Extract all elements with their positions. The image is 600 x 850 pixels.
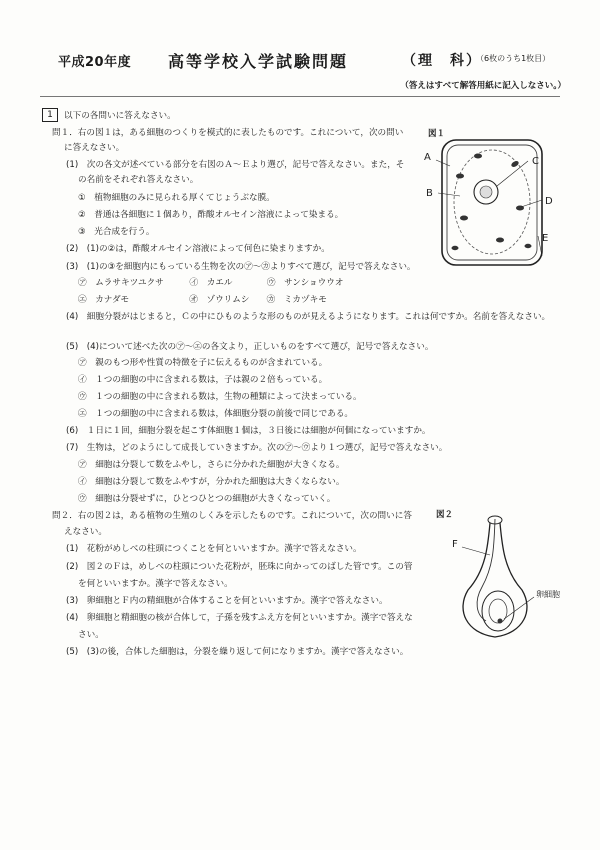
section-number-box: 1 [42,108,58,122]
page-info: （6枚のうち1枚目） [476,54,551,63]
text-line: (7) 生物は，どのようにして成長していきますか。次の㋐～㋒より１つ選び，記号で答えなさい。 [66,443,448,453]
text-line: ① 植物細胞のみに見られる厚くてじょうぶな膜。 [78,193,275,203]
text-line: ㋑ １つの細胞の中に含まれる数は，子は親の２倍もっている。 [78,375,328,385]
text-line: ㋓ １つの細胞の中に含まれる数は，体細胞分裂の前後で同じである。 [78,409,354,419]
text-line: 問２．右の図２は，ある植物の生殖のしくみを示したものです。これについて，次の問いに答 [52,511,412,521]
text-line: ㋐ ムラサキツユクサ ㋑ カエル ㋒ サンショウウオ [78,278,344,288]
text-line: の名前をそれぞれ答えなさい。 [78,175,199,185]
figure2-egg-cell-label: 卵細胞 [536,590,560,599]
text-line: (2) (1)の②は，酢酸オルセイン溶液によって何色に染まりますか。 [66,244,330,254]
text-line: ㋒ １つの細胞の中に含まれる数は，生物の種類によって決まっている。 [78,392,362,402]
text-line: (4) 卵細胞と精細胞の核が合体して，子孫を残すふえ方を何といいますか。漢字で答えな [66,613,413,623]
exam-year: 平成20年度 [58,55,132,70]
text-line: ② 普通は各細胞に１個あり，酢酸オルセイン溶液によって染まる。 [78,210,344,220]
text-line: ③ 光合成を行う。 [78,227,155,237]
text-line: (1) 花粉がめしべの柱頭につくことを何といいますか。漢字で答えなさい。 [66,544,362,554]
text-line: ㋒ 細胞は分裂せずに，ひとつひとつの細胞が大きくなっていく。 [78,494,336,504]
figure1-label-c: C [532,156,539,167]
text-line: 以下の各問いに答えなさい。 [64,111,176,121]
text-line: 問１．右の図１は，ある細胞のつくりを模式的に表したものです。これについて，次の問い [52,128,404,138]
exam-title: 高等学校入学試験問題 [168,52,349,71]
text-line: に答えなさい。 [64,143,125,153]
figure2-label: 図２ [436,510,454,520]
text-line: ㋑ 細胞は分裂して数をふやすが，分かれた細胞は大きくならない。 [78,477,345,487]
figure1-label-e: E [542,233,549,244]
text-line: (3) (1)の③を細胞内にもっている生物を次の㋐～㋕よりすべて選び，記号で答えなさい。 [66,262,416,272]
figure2-pistil-diagram [438,515,588,645]
text-line: (5) (3)の後，合体した細胞は，分裂を繰り返して何になりますか。漢字で答えなさい。 [66,647,409,657]
text-line: (3) 卵細胞とＦ内の精細胞が合体することを何といいますか。漢字で答えなさい。 [66,596,388,606]
text-line: さい。 [78,630,104,640]
text-line: ㋐ 細胞は分裂して数をふやし，さらに分かれた細胞が大きくなる。 [78,460,345,470]
figure2-label-f: F [452,539,458,550]
header-divider [40,96,560,97]
figure1-label: 図１ [428,129,446,139]
text-line: を何といいますか。漢字で答えなさい。 [78,579,233,589]
text-line: (5) (4)について述べた次の㋐～㋓の各文より，正しいものをすべて選び，記号で答えなさい。 [66,342,434,352]
answer-note: （答えはすべて解答用紙に記入しなさい。） [400,81,566,91]
figure1-label-d: D [545,196,553,207]
text-line: ㋓ カナダモ ㋔ ゾウリムシ ㋕ ミカヅキモ [78,295,327,305]
text-line: (1) 次の各文が述べている部分を右図のＡ～Ｅより選び，記号で答えなさい。また，そ [66,160,405,170]
text-line: (4) 細胞分裂がはじまると，Ｃの中にひものような形のものが見えるようになります。これは何ですか。名前を答えなさい。 [66,312,551,322]
figure1-label-b: B [426,188,433,199]
text-line: ㋐ 親のもつ形や性質の特徴を子に伝えるものが含まれている。 [78,358,328,368]
text-line: えなさい。 [64,527,107,537]
figure1-cell-diagram [420,136,570,286]
exam-subject: （理 科） [402,53,482,69]
text-line: (2) 図２のＦは，めしべの柱頭についた花粉が，胚珠に向かってのばした管です。この管 [66,562,413,572]
text-line: (6) １日に１回，細胞分裂を起こす体細胞１個は，３日後には細胞が何個になっていますか。 [66,426,431,436]
figure1-label-a: A [424,152,431,163]
